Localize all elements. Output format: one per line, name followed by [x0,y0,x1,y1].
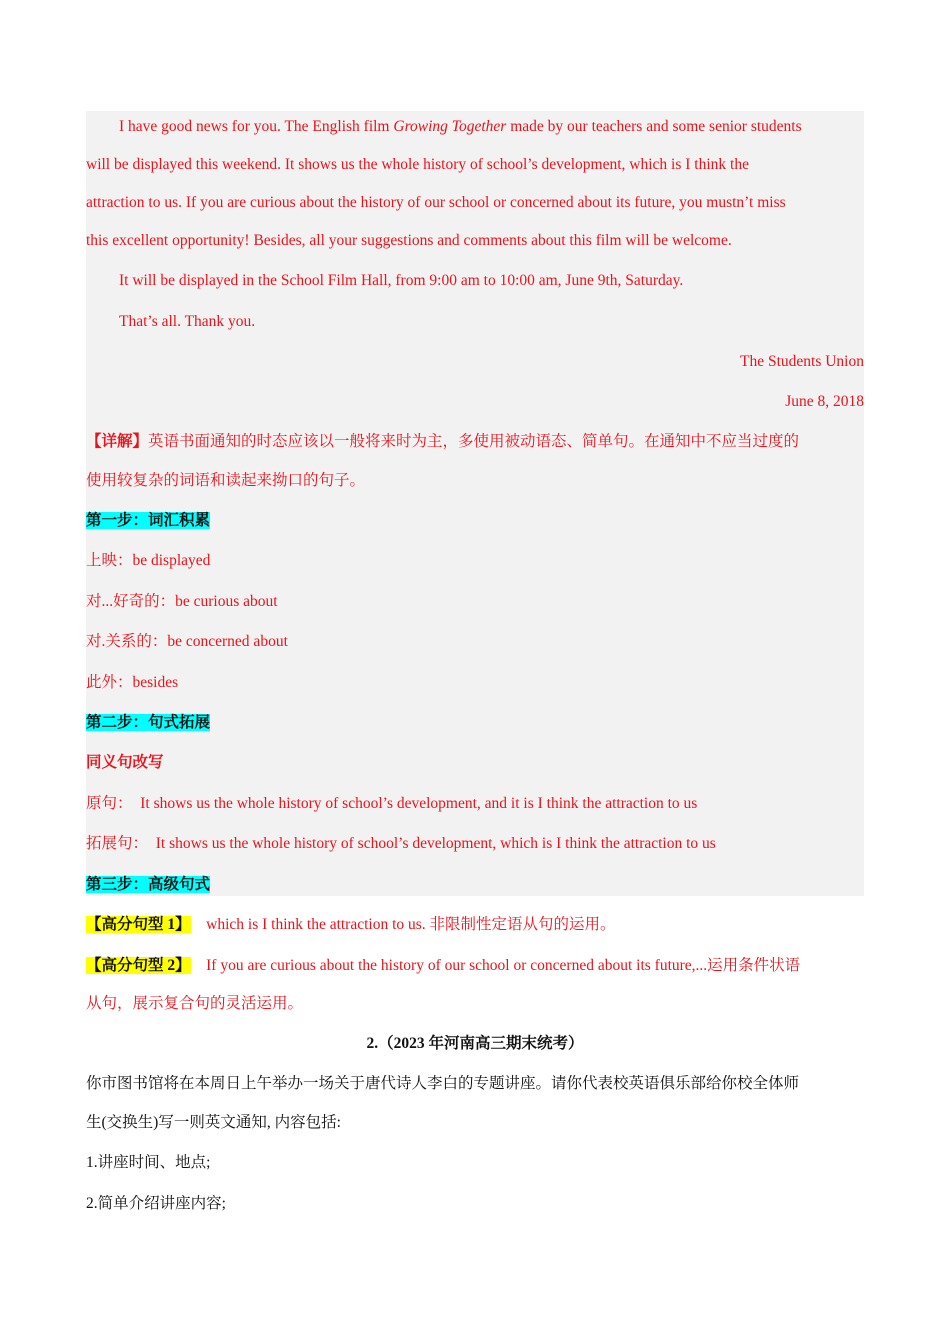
notice-paragraph-3: That’s all. Thank you. [119,313,256,330]
question-line-1: 你市图书馆将在本周日上午举办一场关于唐代诗人李白的专题讲座。请你代表校英语俱乐部给你校全体师 [86,1075,800,1092]
advanced-sentence-1-label: 【高分句型 1】 [86,916,191,933]
advanced-sentence-2-line-2: 从句，展示复合句的灵活运用。 [86,995,304,1012]
detail-line-1: 【详解】英语书面通知的时态应该以一般将来时为主，多使用被动语态、简单句。在通知中不应当过度的 [86,433,800,450]
vocab-item: 上映：be displayed [86,552,211,569]
detail-label: 【详解】 [86,433,149,450]
shaded-answer-block [86,111,864,896]
step2-heading: 第二步：句式拓展 [86,714,211,731]
notice-date: June 8, 2018 [785,393,864,410]
step3-heading-row [86,875,864,895]
vocab-item: 对.关系的：be concerned about [86,633,288,650]
notice-paragraph-1-line-2: will be displayed this weekend. It shows us the whole history of school’s development, which is I think the [86,156,749,173]
advanced-sentence-2-line-1: 【高分句型 2】 If you are curious about the history of our school or concerned about its future,...运用条件状语 [86,957,801,974]
step3-heading: 第三步：高级句式 [86,876,211,893]
notice-paragraph-2: It will be displayed in the School Film Hall, from 9:00 am to 10:00 am, June 9th, Saturday. [119,272,684,289]
question-title: 2.（2023 年河南高三期末统考） [366,1035,584,1052]
vocab-item: 此外：besides [86,674,179,691]
question-item-2: 2.简单介绍讲座内容; [86,1195,226,1212]
film-title: Growing Together [393,118,507,135]
original-sentence: 原句： It shows us the whole history of school’s development, and it is I think the attraction to us [86,795,698,812]
step2-subheading: 同义句改写 [86,754,164,771]
advanced-sentence-1: 【高分句型 1】 which is I think the attraction to us. 非限制性定语从句的运用。 [86,916,616,933]
expanded-sentence: 拓展句： It shows us the whole history of school’s development, which is I think the attraction to us [86,835,716,852]
step1-heading: 第一步：词汇积累 [86,512,211,529]
step2-heading-row [86,713,864,733]
vocab-item: 对...好奇的：be curious about [86,593,278,610]
notice-signature: The Students Union [740,353,864,370]
notice-paragraph-1-line-4: this excellent opportunity! Besides, all your suggestions and comments about this film will be welcome. [86,232,732,249]
advanced-sentence-2-label: 【高分句型 2】 [86,957,191,974]
step1-heading-row [86,511,864,531]
detail-line-2: 使用较复杂的词语和读起来拗口的句子。 [86,472,366,489]
question-line-2: 生(交换生)写一则英文通知, 内容包括: [86,1114,341,1131]
notice-paragraph-1-line-1: I have good news for you. The English film Growing Together made by our teachers and some senior students [119,118,802,135]
question-item-1: 1.讲座时间、地点; [86,1154,211,1171]
notice-paragraph-1-line-3: attraction to us. If you are curious about the history of our school or concerned about its future, you mustn’t miss [86,194,786,211]
